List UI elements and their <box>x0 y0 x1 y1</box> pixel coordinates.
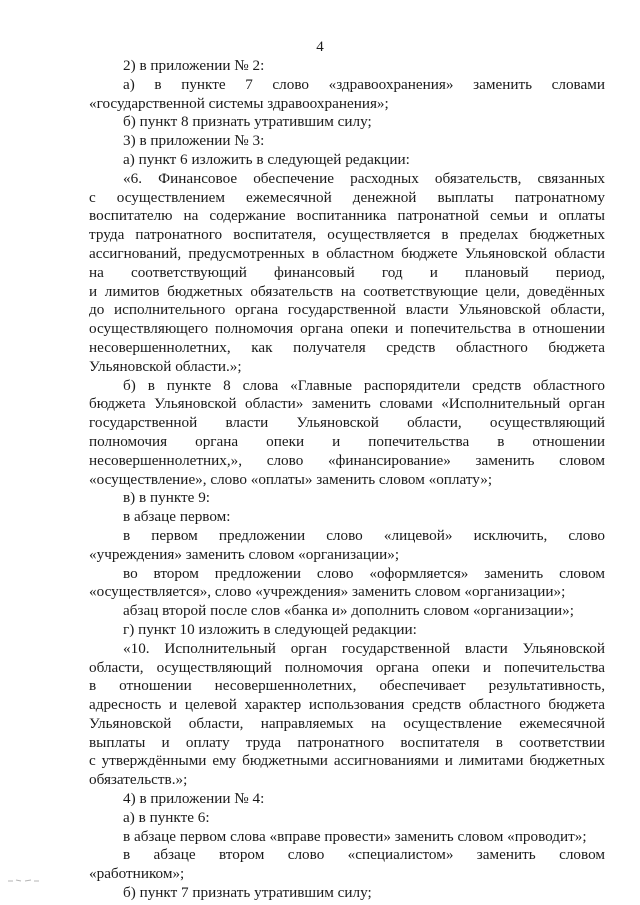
text-line: в абзаце первом: <box>123 508 231 526</box>
text-line: обязательств.»; <box>89 771 188 789</box>
text-line: б) пункт 7 признать утратившим силу; <box>123 884 372 901</box>
text-line: на соответствующий финансовый год и плановый период, <box>89 263 605 281</box>
text-line: «учреждения» заменить словом «организации»; <box>89 545 400 563</box>
text-line: во втором предложении слово «оформляется» заменить словом <box>123 564 605 582</box>
text-line: до исполнительного органа государственной власти Ульяновской области, <box>89 301 605 319</box>
text-line: труда патронатного воспитателя, осуществляется в пределах бюджетных <box>89 226 605 244</box>
text-line: бюджета Ульяновской области» заменить словами «Исполнительный орган <box>89 395 605 413</box>
text-line: б) в пункте 8 слова «Главные распорядители средств областного <box>123 376 605 394</box>
text-line: адресность и целевой характер использования средств областного бюджета <box>89 696 605 713</box>
text-line: осуществляющего полномочия органа опеки и попечительства в отношении <box>89 320 605 338</box>
text-line: «6. Финансовое обеспечение расходных обязательств, связанных <box>123 169 605 187</box>
text-line: 4) в приложении № 4: <box>123 790 265 807</box>
text-line: выплаты и оплату труда патронатного воспитателя в соответствии <box>89 733 605 751</box>
text-line: полномочия органа опеки и попечительства в отношении <box>89 432 605 450</box>
text-line: несовершеннолетних, как получателя средств областного бюджета <box>89 338 605 356</box>
text-line: в) в пункте 9: <box>123 489 211 507</box>
text-line: 3) в приложении № 3: <box>123 132 265 150</box>
text-line: области, осуществляющий полномочия органа опеки и попечительства <box>89 658 605 676</box>
text-line: с утверждёнными ему бюджетными ассигнованиями и лимитами бюджетных <box>89 752 605 770</box>
text-line: «работником»; <box>89 865 185 883</box>
text-line: Ульяновской области, направляемых на осуществление ежемесячной <box>89 714 605 732</box>
text-line: «10. Исполнительный орган государственной власти Ульяновской <box>123 639 605 657</box>
text-line: «осуществляется», слово «учреждения» заменить словом «организации»; <box>89 583 566 601</box>
text-line: г) пункт 10 изложить в следующей редакции: <box>123 620 417 638</box>
text-line: 2) в приложении № 2: <box>123 57 265 74</box>
scan-artifact <box>7 878 41 883</box>
text-line: государственной власти Ульяновской области, осуществляющий <box>89 414 605 432</box>
text-line: а) в пункте 7 слово «здравоохранения» заменить словами <box>123 75 605 93</box>
text-line: воспитателю на содержание воспитанника патронатной семьи и оплаты <box>89 207 605 225</box>
text-line: а) в пункте 6: <box>123 808 210 826</box>
text-line: а) пункт 6 изложить в следующей редакции: <box>123 151 410 168</box>
text-line: в первом предложении слово «лицевой» исключить, слово <box>123 526 605 544</box>
text-line: с осуществлением ежемесячной денежной выплаты патронатному <box>89 188 605 206</box>
text-line: и лимитов бюджетных обязательств на соответствующие цели, доведённых <box>89 282 605 300</box>
text-line: в абзаце втором слово «специалистом» заменить словом <box>123 846 605 864</box>
text-line: «осуществление», слово «оплаты» заменить словом «оплату»; <box>89 470 493 488</box>
text-line: «государственной системы здравоохранения»; <box>89 94 389 112</box>
text-line: несовершеннолетних,», слово «финансирование» заменить словом <box>89 451 605 469</box>
text-line: б) пункт 8 признать утратившим силу; <box>123 113 372 131</box>
text-line: абзац второй после слов «банка и» дополнить словом «организации»; <box>123 602 574 620</box>
text-line: в отношении несовершеннолетних, обеспечивает результативность, <box>89 677 605 695</box>
page-number: 4 <box>316 39 324 55</box>
text-line: ассигнований, предусмотренных в областном бюджете Ульяновской области <box>89 245 605 262</box>
text-line: в абзаце первом слова «вправе провести» заменить словом «проводит»; <box>123 827 587 845</box>
text-line: Ульяновской области.»; <box>89 357 242 375</box>
